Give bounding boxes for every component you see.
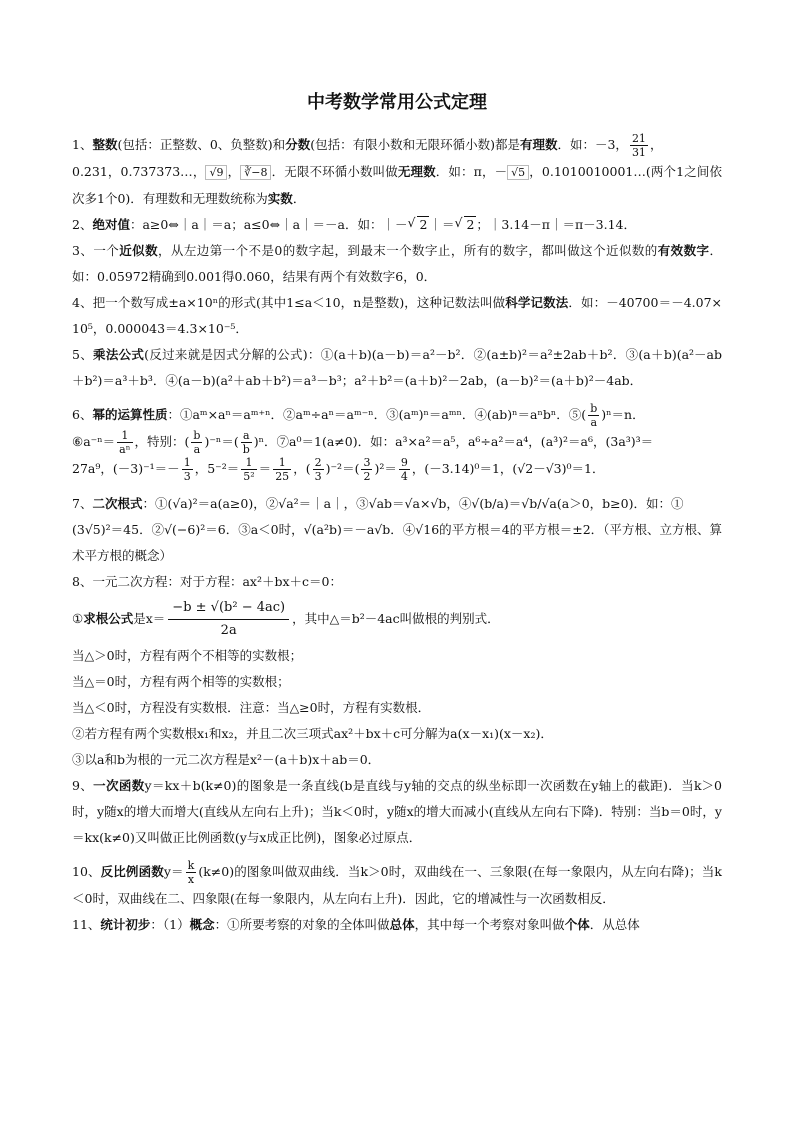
text: ⑥a⁻ⁿ＝ — [72, 434, 116, 449]
sqrt-2 — [464, 216, 476, 233]
text: ．如：－3， — [557, 137, 628, 152]
denominator: 25 — [275, 470, 290, 483]
item-10 — [72, 859, 722, 912]
text: ：①(√a)²＝a(a≥0)，②√a²＝｜a｜，③√ab＝√a×√b，④√(b/a)＝√b/√a(a＞0，b≥0)．如：① — [142, 496, 684, 511]
term-root-formula: 求根公式 — [83, 611, 134, 626]
item-11-number: 11、 — [72, 917, 101, 932]
numerator: 1 — [183, 456, 191, 469]
numerator: 1 — [117, 429, 132, 443]
fraction — [241, 429, 252, 456]
sqrt-2 — [417, 216, 429, 233]
fraction — [588, 402, 599, 429]
radicand: 2 — [466, 217, 475, 232]
term-multiplication-formula: 乘法公式 — [93, 347, 145, 362]
numerator: 9 — [400, 456, 408, 469]
text: ＝ — [258, 461, 272, 476]
text: 0.231，0.737373…， — [72, 164, 206, 179]
fraction — [313, 456, 324, 483]
text: ．从总体 — [589, 917, 640, 932]
text: ．如：0.05972精确到0.001得0.060，结果有两个有效数字6，0． — [72, 243, 722, 284]
item-10-number: 10、 — [72, 864, 101, 879]
numerator: 3 — [363, 456, 371, 469]
text: ．无限不环循小数叫做 — [271, 164, 398, 179]
item-1-number: 1、 — [72, 137, 93, 152]
sqrt-5-image: √5 — [507, 165, 529, 180]
item-1: 1、整数(包括：正整数、0、负整数)和分数(包括：有限小数和无限环循小数)都是有理数．如：－3， $\frac{21}{31}$ ， 0.231，0.737373…， √9 ， ∛−8 ．无限不环循小数叫做无理数．如：π，－ √5 ，0.1010010001…(两个1之间依次多1个0)．有理数和无理数统称为实数． — [72, 132, 722, 206]
numerator: a — [241, 429, 252, 443]
term-absolute-value: 绝对值 — [92, 217, 130, 232]
text: )ⁿ．⑦a⁰＝1(a≠0)．如：a³×a²＝a⁵，a⁶÷a²＝a⁴，(a³)²＝a⁶，(3a³)³＝ — [253, 434, 654, 449]
text: )⁻ⁿ＝( — [204, 434, 239, 449]
cbrt-neg8-image: ∛−8 — [240, 165, 271, 180]
roots-equation-line: ③以a和b为根的一元二次方程是x²－(a＋b)x＋ab＝0． — [72, 752, 381, 767]
denominator: a — [193, 443, 201, 456]
item-2-number: 2、 — [72, 217, 93, 232]
fraction-21-31 — [630, 132, 648, 159]
text: ：①aᵐ×aⁿ＝aᵐ⁺ⁿ．②aᵐ÷aⁿ＝aᵐ⁻ⁿ．③(aᵐ)ⁿ＝aᵐⁿ．④(ab)ⁿ＝aⁿbⁿ．⑤( — [167, 407, 587, 422]
denominator: x — [187, 873, 195, 886]
text: ：a≥0⇔｜a｜＝a；a≤0⇔｜a｜＝－a．如：｜－ — [129, 217, 408, 232]
text: )²＝ — [374, 461, 397, 476]
item-9-number: 9、 — [72, 778, 94, 793]
text: ，(－3.14)⁰＝1，(√2－√3)⁰＝1． — [411, 461, 605, 476]
text: ，0.1010010001…(两个1之间依次多1个0)．有理数和无理数统称为 — [72, 164, 722, 206]
text: (k≠0)的图象叫做双曲线．当k＞0时，双曲线在一、三象限(在每一象限内，从左向右降)；当k＜0时，双曲线在二、四象限(在每一象限内，从左向右上升)．因此，它的增减性与一次函数相反． — [72, 864, 722, 906]
term-scientific-notation: 科学记数法 — [505, 295, 569, 310]
term-fraction: 分数 — [285, 137, 311, 152]
text: ；｜3.14－π｜＝π－3.14． — [476, 217, 637, 232]
denominator: b — [242, 443, 250, 456]
term-statistics: 统计初步 — [100, 917, 151, 932]
text: y＝kx＋b(k≠0)的图象是一条直线(b是直线与y轴的交点的纵坐标即一次函数在y轴上的截距)．当k＞0时，y随x的增大而增大(直线从左向右上升)；当k＜0时，y随x的增大而减小(直线从左向右下降)．特别：当b＝0时，y＝kx(k≠0)又叫做正比例函数(y与x成正比例)，图象必过原点． — [72, 778, 722, 845]
text: 一个 — [93, 243, 120, 258]
text: (包括：有限小数和无限环循小数)都是 — [310, 137, 520, 152]
term-approximate: 近似数 — [119, 243, 158, 258]
numerator: 2 — [314, 456, 322, 469]
denominator: 31 — [631, 146, 646, 159]
quadratic-formula — [168, 597, 289, 642]
text: ：（1） — [150, 917, 190, 932]
text: ．如：π，－ — [435, 164, 508, 179]
text: ． — [292, 191, 306, 206]
fraction-k-x — [186, 859, 197, 886]
text: )⁻²＝( — [325, 461, 360, 476]
fraction — [399, 456, 410, 483]
fraction — [117, 429, 132, 456]
text: ，特别：( — [134, 434, 190, 449]
sqrt-9-image: √9 — [205, 165, 227, 180]
text: ， — [649, 137, 663, 152]
denominator: 3 — [314, 470, 322, 483]
item-7-number: 7、 — [72, 496, 93, 511]
term-linear-function: 一次函数 — [93, 778, 145, 793]
quadratic-formula-line — [72, 595, 722, 643]
numerator: 21 — [631, 132, 646, 145]
denominator: aⁿ — [119, 443, 131, 456]
fraction — [241, 456, 256, 483]
numerator: b — [590, 402, 598, 415]
item-6-number: 6、 — [72, 407, 93, 422]
document-page — [72, 80, 722, 938]
numerator: −b ± √(b² − 4ac) — [168, 597, 289, 620]
text: ：①所要考察的对象的全体叫做 — [214, 917, 390, 932]
item-9 — [72, 773, 722, 851]
denominator: 2a — [220, 623, 237, 638]
text: 是x＝ — [133, 611, 166, 626]
term-integer: 整数 — [92, 137, 118, 152]
fraction — [273, 456, 291, 483]
item-4-number: 4、 — [72, 295, 93, 310]
text: ，( — [293, 461, 311, 476]
text: 27a⁹，(－3)⁻¹＝－ — [72, 461, 180, 476]
numerator: 1 — [273, 456, 291, 470]
text: ，从左边第一个不是0的数字起，到最末一个数字止，所有的数字，都叫做这个近似数的 — [158, 243, 658, 258]
denominator: a — [590, 416, 597, 429]
denominator: 5² — [243, 470, 255, 483]
item-3-number: 3、 — [72, 243, 94, 258]
term-real: 实数 — [267, 191, 293, 206]
term-significant-digits: 有效数字 — [657, 243, 710, 258]
text: ① — [72, 611, 84, 626]
item-5 — [72, 342, 722, 394]
term-rational: 有理数 — [519, 137, 558, 152]
item-5-number: 5、 — [72, 347, 94, 362]
denominator: 2 — [363, 470, 371, 483]
text: y＝ — [163, 864, 184, 879]
text: ，其中每一个考察对象叫做 — [414, 917, 565, 932]
discriminant-case-2: 当△＝0时，方程有两个相等的实数根； — [72, 674, 290, 689]
item-4 — [72, 290, 722, 342]
text: (反过来就是因式分解的公式)：①(a＋b)(a－b)＝a²－b²．②(a±b)²＝a²±2ab＋b²．③(a＋b)(a²－ab＋b²)＝a³＋b³．④(a－b)(a²＋ab＋b²)＝a³－b³；a²＋b²＝(a＋b)²－2ab，(a－b)²＝(a＋b)²－4ab． — [72, 347, 722, 388]
text: (包括：正整数、0、负整数)和 — [117, 137, 286, 152]
text: ，5⁻²＝ — [194, 461, 240, 476]
text: ｜＝ — [429, 217, 455, 232]
discriminant-case-3: 当△＜0时，方程没有实数根．注意：当△≥0时，方程有实数根． — [72, 700, 431, 715]
denominator: 3 — [183, 470, 191, 483]
item-6 — [72, 402, 722, 483]
item-11 — [72, 912, 722, 938]
term-irrational: 无理数 — [397, 164, 436, 179]
text: ，其中△＝b²－4ac叫做根的判别式． — [292, 611, 500, 626]
radicand: 9 — [216, 166, 224, 179]
vieta-factor-line: ②若方程有两个实数根x₁和x₂，并且二次三项式ax²＋bx＋c可分解为a(x－x₁)(x－x₂)． — [72, 726, 553, 741]
text: (3√5)²＝45．②√(−6)²＝6．③a＜0时，√(a²b)＝－a√b．④√16的平方根＝4的平方根＝±2．（平方根、立方根、算术平方根的概念） — [72, 522, 722, 563]
term-inverse-function: 反比例函数 — [100, 864, 164, 879]
numerator: b — [193, 429, 201, 442]
discriminant-case-1: 当△＞0时，方程有两个不相等的实数根； — [72, 648, 303, 663]
term-concept: 概念 — [189, 917, 215, 932]
radicand: 5 — [518, 166, 526, 179]
text: )ⁿ＝n． — [601, 407, 645, 422]
fraction — [361, 456, 372, 483]
denominator: 4 — [400, 470, 408, 483]
item-8-heading: 8、一元二次方程：对于方程：ax²＋bx＋c＝0： — [72, 574, 342, 589]
term-quadratic-radical: 二次根式 — [92, 496, 143, 511]
item-7 — [72, 491, 722, 569]
term-power-rules: 幂的运算性质 — [92, 407, 168, 422]
numerator: k — [187, 859, 195, 872]
term-population: 总体 — [389, 917, 415, 932]
fraction — [182, 456, 193, 483]
term-individual: 个体 — [564, 917, 590, 932]
numerator: 1 — [241, 456, 256, 470]
item-3 — [72, 238, 722, 290]
text: 把一个数写成±a×10ⁿ的形式(其中1≤a＜10，n是整数)，这种记数法叫做 — [92, 295, 506, 310]
radicand: 2 — [419, 217, 428, 232]
fraction — [191, 429, 202, 456]
text: ．如：－40700＝－4.07×10⁵，0.000043＝4.3×10⁻⁵． — [72, 295, 722, 336]
item-2 — [72, 212, 722, 238]
page-title: 中考数学常用公式定理 — [307, 92, 487, 113]
